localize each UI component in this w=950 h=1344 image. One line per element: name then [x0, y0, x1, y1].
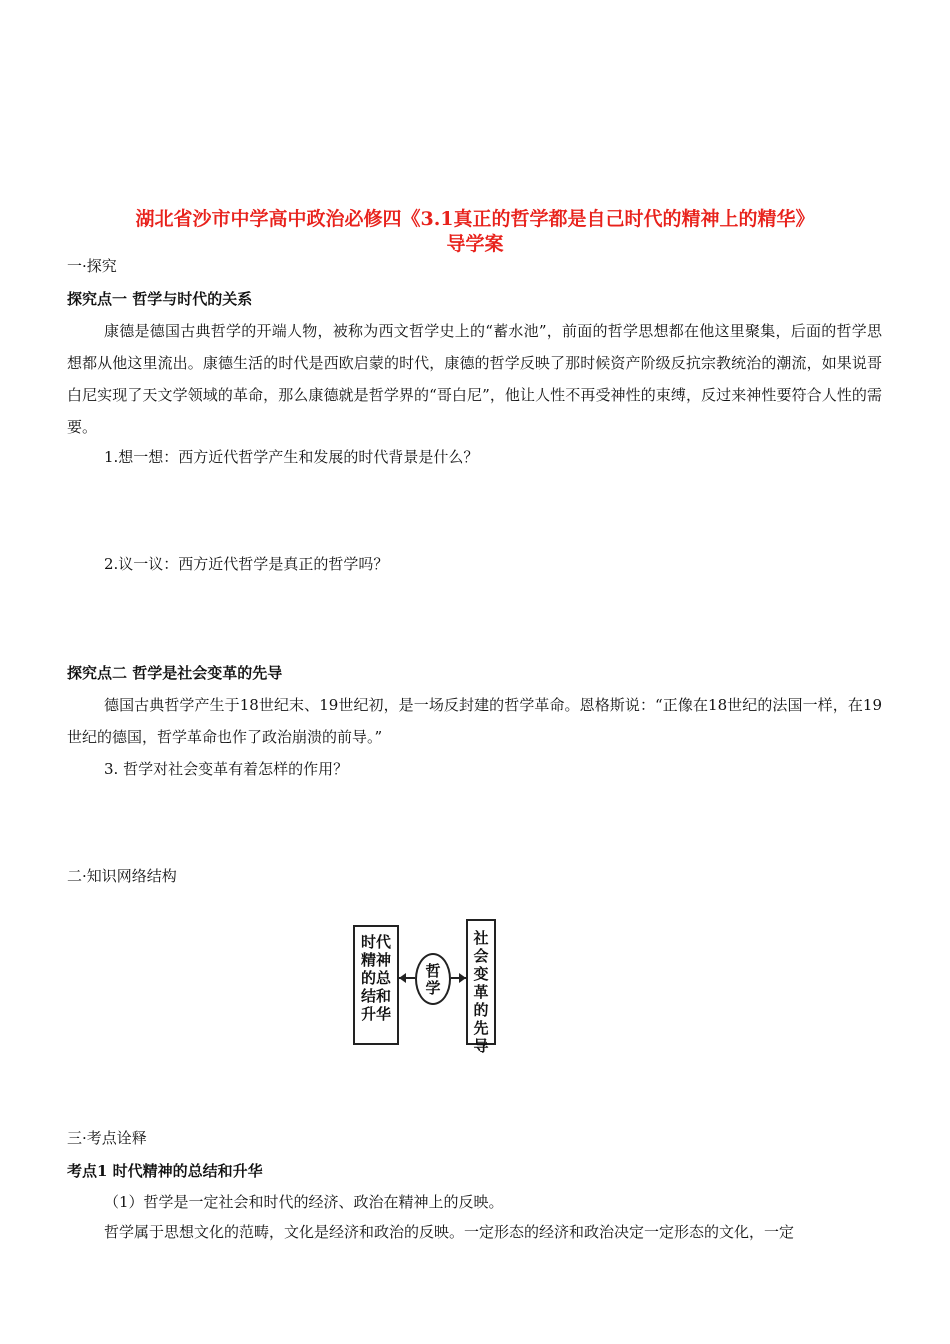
explore-point-2-heading: 探究点二 哲学是社会变革的先导 [67, 664, 283, 682]
diagram-box-line: 结和 [360, 987, 391, 1005]
question-2: 2.议一议：西方近代哲学是真正的哲学吗？ [104, 555, 389, 573]
diagram-box-social-change [466, 919, 496, 1055]
diagram-box-line: 升华 [360, 1005, 391, 1023]
diagram-node-char: 哲 [425, 962, 441, 980]
knowledge-network-diagram [349, 915, 499, 1055]
explore-point-2-paragraph: 德国古典哲学产生于18世纪末、19世纪初，是一场反封建的哲学革命。恩格斯说：“正像在18世纪的法国一样，在19世纪的德国，哲学革命也作了政治崩溃的前导。” [67, 696, 882, 746]
document-title: 湖北省沙市中学高中政治必修四《3.1真正的哲学都是自己时代的精神上的精华》 [135, 208, 815, 230]
diagram-box-char: 导 [473, 1037, 489, 1055]
diagram-arrowhead-left [399, 973, 406, 983]
diagram-box-char: 先 [473, 1019, 489, 1037]
question-3: 3. 哲学对社会变革有着怎样的作用？ [104, 760, 349, 778]
diagram-box-char: 的 [473, 1001, 489, 1019]
diagram-box-char: 会 [473, 947, 489, 965]
diagram-box-era-spirit [353, 925, 399, 1045]
explore-point-1-paragraph: 康德是德国古典哲学的开端人物，被称为西文哲学史上的“蓄水池”，前面的哲学思想都在他这里聚集，后面的哲学思想都从他这里流出。康德生活的时代是西欧启蒙的时代，康德的哲学反映了那时候资产阶级反抗宗教统治的潮流，如果说哥白尼实现了天文学领域的革命，那么康德就是哲学界的“哥白尼”，他让人性不再受神性的束缚，反过来神性要符合人性的需要。 [67, 322, 882, 436]
diagram-box-char: 革 [473, 983, 489, 1001]
diagram-box-line: 时代 [360, 933, 391, 951]
document-title-line2: 导学案 [446, 233, 504, 255]
diagram-box-char: 变 [473, 965, 489, 983]
exam-point-1-heading: 考点1 时代精神的总结和升华 [67, 1162, 263, 1180]
diagram-box-char: 社 [473, 929, 489, 947]
exam-point-1-paragraph: 哲学属于思想文化的范畴，文化是经济和政治的反映。一定形态的经济和政治决定一定形态的文化，一定 [104, 1223, 795, 1241]
explore-point-1-heading: 探究点一 哲学与时代的关系 [67, 290, 253, 308]
section-heading-exam-points: 三·考点诠释 [67, 1129, 147, 1147]
diagram-box-line: 精神 [360, 951, 391, 969]
question-1: 1.想一想：西方近代哲学产生和发展的时代背景是什么？ [104, 448, 479, 466]
diagram-node-char: 学 [425, 979, 441, 997]
diagram-arrowhead-right [459, 973, 466, 983]
diagram-box-line: 的总 [360, 969, 391, 987]
section-heading-knowledge-network: 二·知识网络结构 [67, 867, 177, 885]
section-heading-explore: 一·探究 [67, 257, 117, 275]
exam-point-1-item-1: （1）哲学是一定社会和时代的经济、政治在精神上的反映。 [104, 1193, 504, 1211]
diagram-node-philosophy [415, 953, 451, 1005]
